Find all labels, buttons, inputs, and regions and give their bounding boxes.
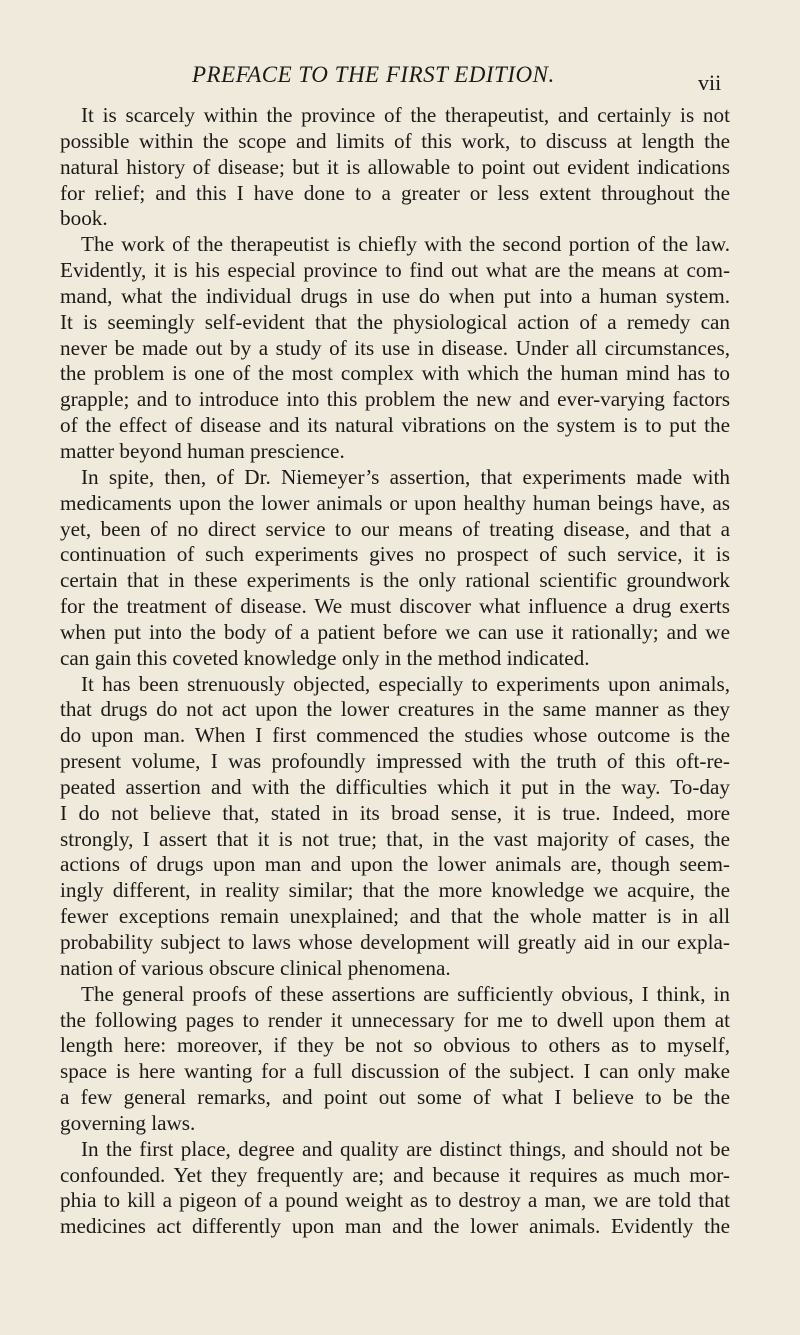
- text-line: actions of drugs upon man and upon the lower animals are, though seem-: [60, 852, 730, 877]
- text-line: possible within the scope and limits of this work, to discuss at length the: [60, 128, 730, 153]
- text-line: confounded. Yet they frequently are; and because it requires as much mor-: [60, 1162, 730, 1187]
- text-line: In the first place, degree and quality are distinct things, and should not be: [81, 1136, 730, 1161]
- text-line: probability subject to laws whose development will greatly aid in our expla-: [60, 930, 730, 954]
- running-head: PREFACE TO THE FIRST EDITION.: [192, 62, 555, 87]
- text-line: can gain this coveted knowledge only in the method indicated.: [60, 645, 590, 670]
- text-line: book.: [60, 206, 108, 231]
- text-line: matter beyond human prescience.: [60, 438, 345, 463]
- text-line: It is scarcely within the province of the therapeutist, and certainly is not: [81, 103, 730, 127]
- text-line: do upon man. When I first commenced the studies whose outcome is the: [60, 723, 730, 748]
- text-line: space is here wanting for a full discussion of the subject. I can only make: [60, 1059, 730, 1084]
- text-line: length here: moreover, if they be not so obvious to others as to myself,: [60, 1033, 730, 1058]
- text-line: I do not believe that, stated in its broad sense, it is true. Indeed, more: [60, 800, 730, 825]
- text-line: Evidently, it is his especial province to find out what are the means at com-: [60, 258, 730, 283]
- text-line: for the treatment of disease. We must discover what influence a drug exerts: [60, 594, 730, 619]
- text-line: The general proofs of these assertions are sufficiently obvious, I think, in: [81, 981, 730, 1006]
- text-line: certain that in these experiments is the only rational scientific groundwork: [60, 568, 730, 593]
- text-line: fewer exceptions remain unexplained; and that the whole matter is in all: [60, 904, 730, 929]
- text-line: ingly different, in reality similar; that the more knowledge we acquire, the: [60, 878, 730, 903]
- text-line: The work of the therapeutist is chiefly with the second portion of the law.: [81, 232, 730, 257]
- text-line: yet, been of no direct service to our means of treating disease, and that a: [60, 516, 730, 541]
- text-line: nation of various obscure clinical phenomena.: [60, 955, 451, 980]
- text-line: grapple; and to introduce into this problem the new and ever-varying factors: [60, 387, 730, 412]
- text-line: present volume, I was profoundly impressed with the truth of this oft-re-: [60, 749, 730, 774]
- body-text: [60, 103, 730, 1240]
- text-line: medicaments upon the lower animals or upon healthy human beings have, as: [60, 490, 730, 515]
- text-line: phia to kill a pigeon of a pound weight as to destroy a man, we are told that: [60, 1188, 730, 1213]
- text-line: continuation of such experiments gives no prospect of such service, it is: [60, 542, 730, 567]
- text-line: In spite, then, of Dr. Niemeyer’s assertion, that experiments made with: [81, 464, 730, 489]
- text-line: the following pages to render it unnecessary for me to dwell upon them at: [60, 1007, 730, 1032]
- text-line: that drugs do not act upon the lower creatures in the same manner as they: [60, 697, 730, 722]
- text-line: natural history of disease; but it is allowable to point out evident indications: [60, 154, 730, 179]
- text-line: when put into the body of a patient before we can use it rationally; and we: [60, 619, 730, 644]
- text-line: strongly, I assert that it is not true; that, in the vast majority of cases, the: [60, 826, 730, 851]
- text-line: peated assertion and with the difficulties which it put in the way. To-day: [60, 774, 730, 799]
- text-line: of the effect of disease and its natural vibrations on the system is to put the: [60, 413, 730, 438]
- text-line: governing laws.: [60, 1110, 196, 1135]
- text-line: never be made out by a study of its use in disease. Under all circumstances,: [60, 335, 730, 360]
- text-line: for relief; and this I have done to a greater or less extent throughout the: [60, 180, 730, 205]
- text-line: mand, what the individual drugs in use do when put into a human system.: [60, 283, 730, 308]
- text-line: medicines act differently upon man and the lower animals. Evidently the: [60, 1214, 730, 1239]
- page-number: vii: [698, 70, 722, 95]
- text-line: a few general remarks, and point out some of what I believe to be the: [60, 1085, 730, 1110]
- text-line: the problem is one of the most complex with which the human mind has to: [60, 361, 730, 386]
- text-line: It is seemingly self-evident that the physiological action of a remedy can: [60, 309, 730, 334]
- text-line: It has been strenuously objected, especially to experiments upon animals,: [81, 671, 730, 696]
